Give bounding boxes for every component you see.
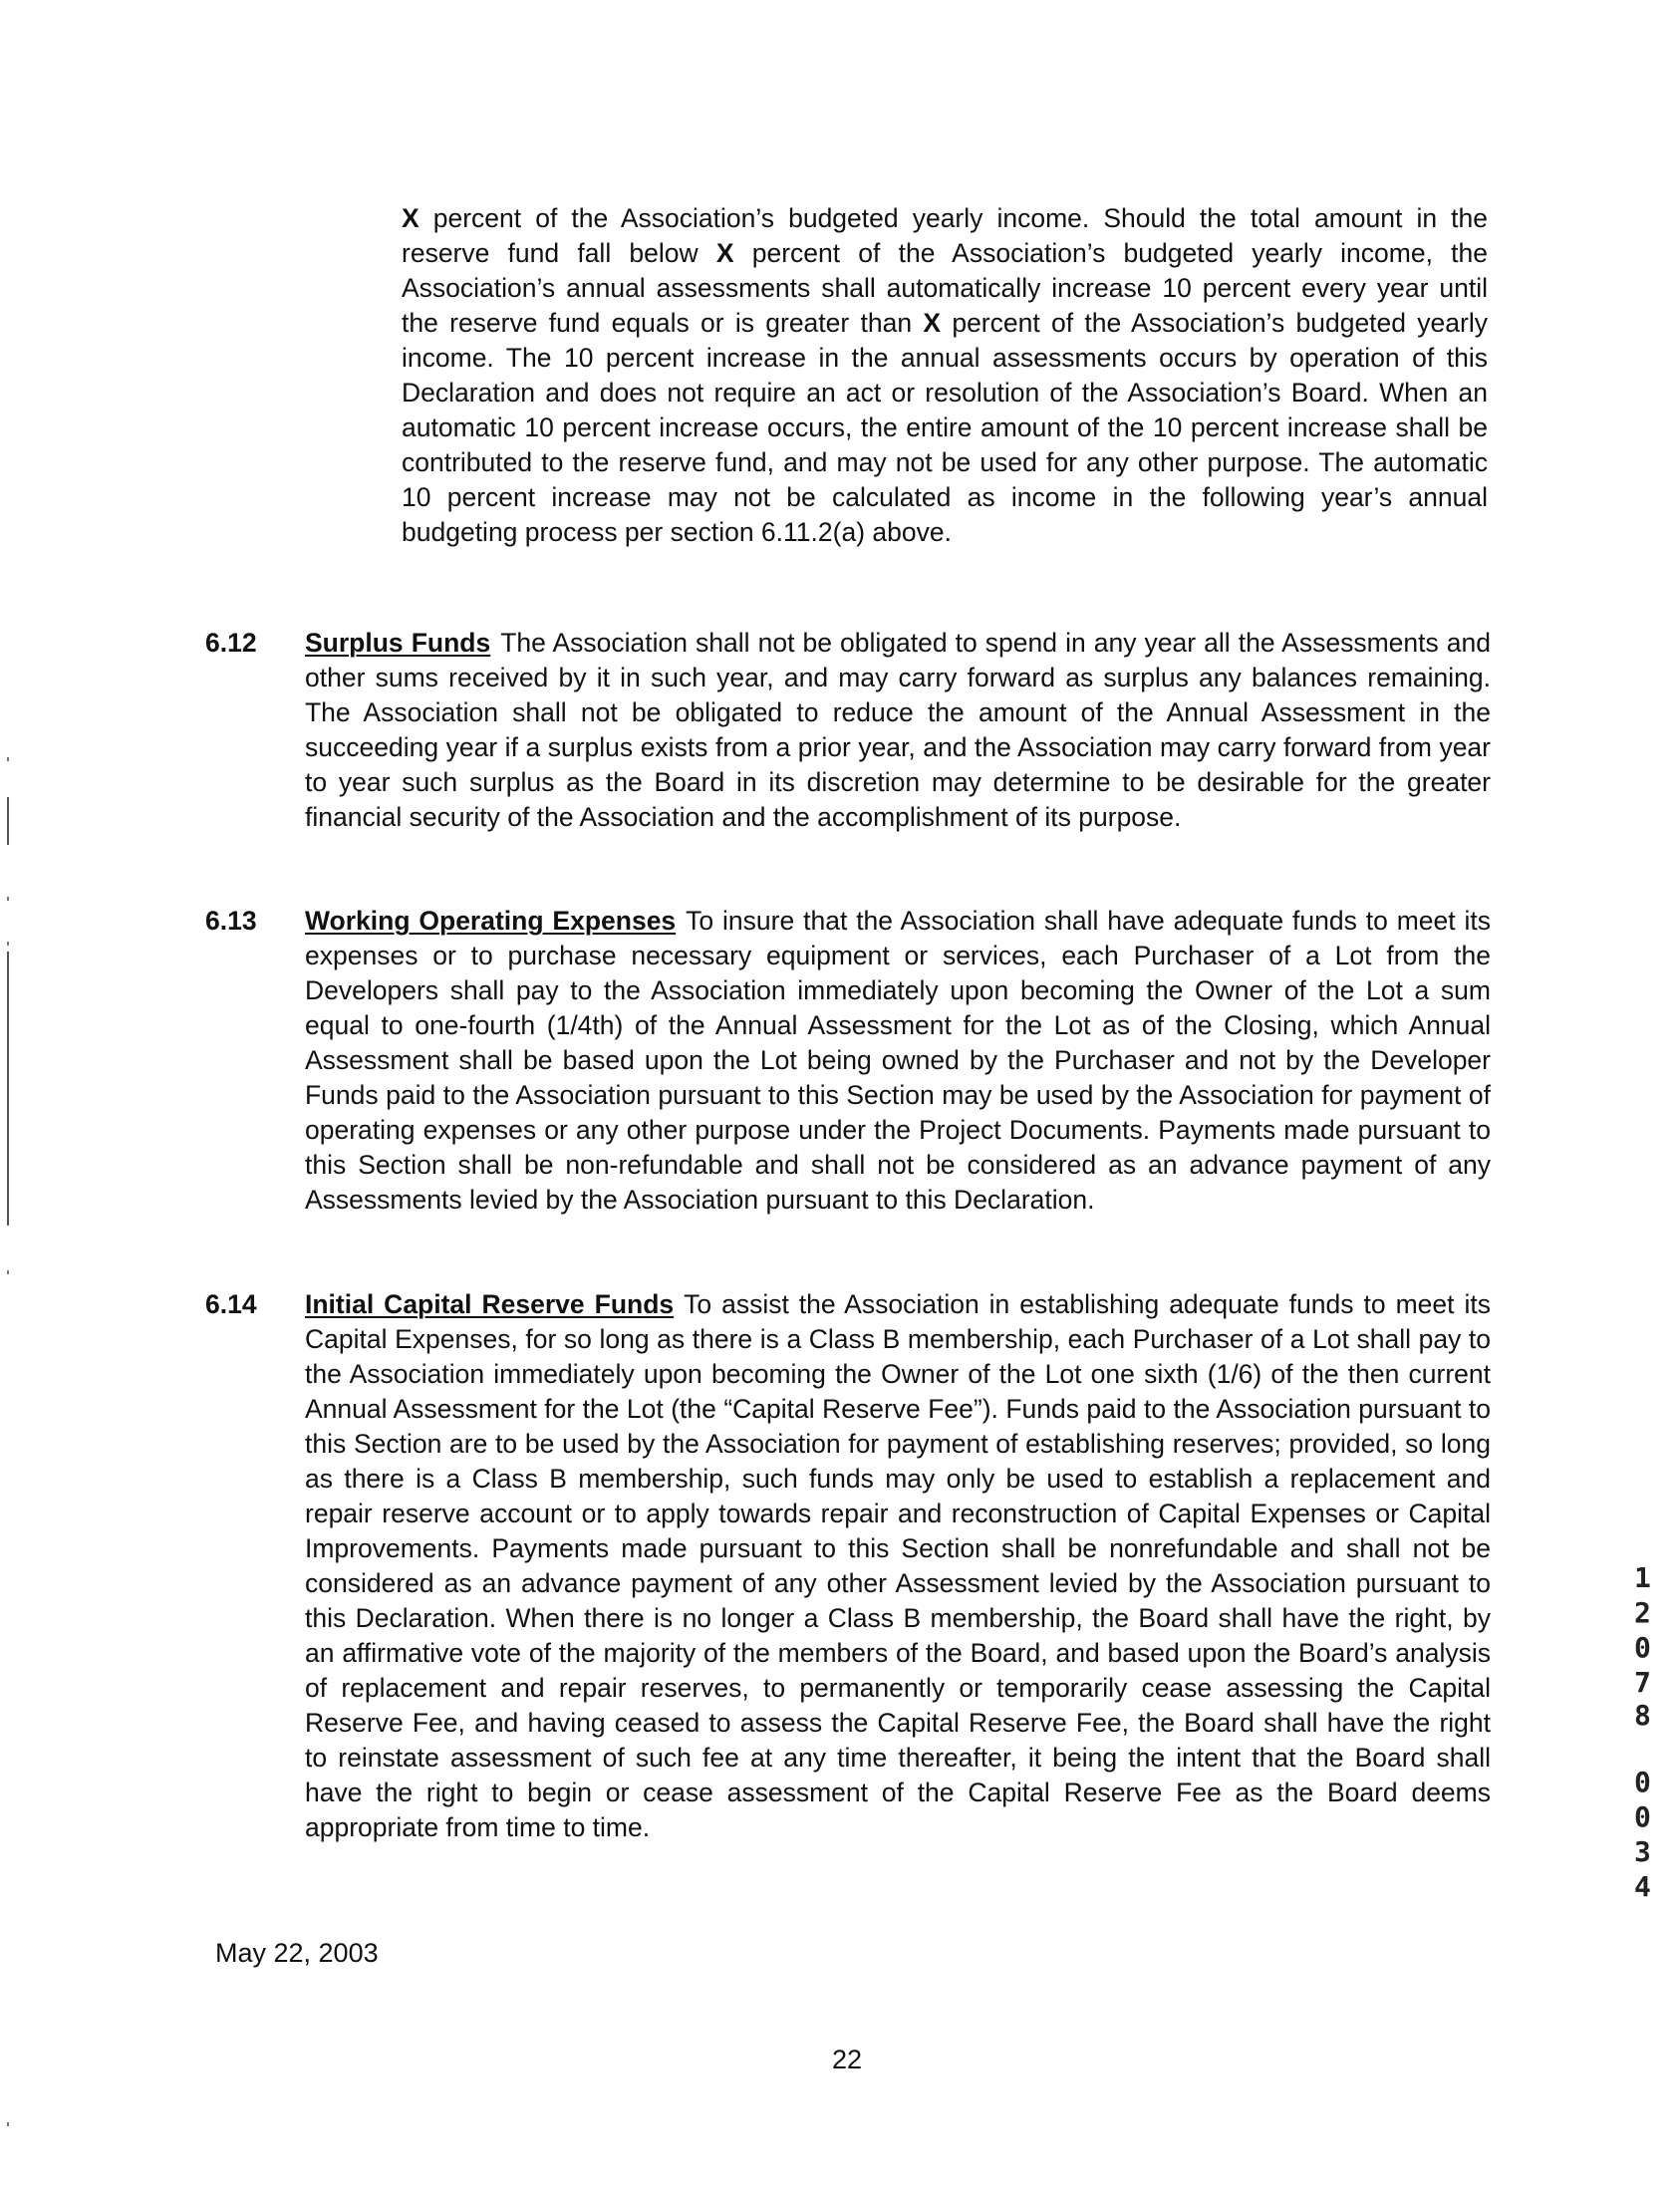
- scan-mark: [7, 2122, 9, 2126]
- x-placeholder: X: [715, 238, 734, 268]
- scan-mark: [7, 897, 9, 901]
- section-number: 6.12: [205, 628, 257, 658]
- stamp-digit: 3: [1634, 1835, 1651, 1868]
- section-title: Surplus Funds: [305, 628, 491, 658]
- stamp-digit: 8: [1634, 1699, 1651, 1732]
- intro-paragraph: [402, 201, 1488, 550]
- scan-mark: [7, 942, 9, 946]
- page-number: 22: [831, 2045, 863, 2074]
- section-paragraph-working-operating-expenses: [305, 904, 1491, 1218]
- section-body: The Association shall not be obligated to spend in any year all the Assessments and other sums received by it in such year, and may carry forward as surplus any balances remaining. The Association shall not be obligated to reduce the amount of the Annual Assessment in the succeeding year if a surplus exists from a prior year, and the Association may carry forward from year to year such surplus as the Board in its discretion may determine to be desirable for the greater financial security of the Association and the accomplishment of its purpose.: [305, 628, 1492, 832]
- stamp-digit: 4: [1634, 1870, 1651, 1903]
- stamp-digit: 0: [1634, 1800, 1651, 1833]
- footer-date: May 22, 2003: [215, 1938, 379, 1968]
- scan-mark: [7, 797, 9, 845]
- stamp-digit: 1: [1634, 1561, 1651, 1594]
- stamp-digit: 0: [1634, 1631, 1651, 1664]
- section-title: Working Operating Expenses: [305, 906, 677, 936]
- scan-mark: [7, 757, 9, 761]
- stamp-digit: 0: [1634, 1766, 1651, 1798]
- intro-text-part: percent of the Association’s budgeted yearly income. Should the total amount in the reserve fund fall below: [402, 203, 1488, 268]
- x-placeholder: X: [923, 308, 942, 338]
- section-number: 6.14: [205, 1289, 257, 1319]
- section-title: Initial Capital Reserve Funds: [305, 1289, 675, 1319]
- scan-mark: [7, 1270, 9, 1274]
- section-number: 6.13: [205, 906, 257, 936]
- x-placeholder: X: [402, 203, 420, 233]
- intro-text-part: percent of the Association’s budgeted yearly income. The 10 percent increase in the annual assessments occurs by operation of this Declaration and does not require an act or resolution of the Association’s Board. When an automatic 10 percent increase occurs, the entire amount of the 10 percent increase shall be contributed to the reserve fund, and may not be used for any other purpose. The automatic 10 percent increase may not be calculated as income in the following year’s annual budgeting process per section 6.11.2(a) above.: [402, 308, 1488, 547]
- section-body: To insure that the Association shall have adequate funds to meet its expenses or to purchase necessary equipment or services, each Purchaser of a Lot from the Developers shall pay to the Association immediately upon becoming the Owner of the Lot a sum equal to one-fourth (1/4th) of the Annual Assessment for the Lot as of the Closing, which Annual Assessment shall be based upon the Lot being owned by the Purchaser and not by the Developer Funds paid to the Association pursuant to this Section may be used by the Association for payment of operating expenses or any other purpose under the Project Documents. Payments made pursuant to this Section shall be non-refundable and shall not be considered as an advance payment of any Assessments levied by the Association pursuant to this Declaration.: [305, 906, 1491, 1215]
- stamp-digit: 2: [1634, 1596, 1651, 1629]
- scan-mark: [7, 952, 9, 1226]
- section-paragraph-initial-capital-reserve-funds: [305, 1287, 1491, 1845]
- section-paragraph-surplus-funds: [305, 626, 1491, 835]
- intro-text-part: percent of the Association’s budgeted yearly income, the Association’s annual assessments shall automatically increase 10 percent every year until the reserve fund equals or is greater than: [402, 238, 1488, 338]
- stamp-digit: 7: [1634, 1666, 1651, 1699]
- section-body: To assist the Association in establishing adequate funds to meet its Capital Expenses, for so long as there is a Class B membership, each Purchaser of a Lot shall pay to the Association immediately upon becoming the Owner of the Lot one sixth (1/6) of the then current Annual Assessment for the Lot (the “Capital Reserve Fee”). Funds paid to the Association pursuant to this Section are to be used by the Association for payment of establishing reserves; provided, so long as there is a Class B membership, such funds may only be used to establish a replacement and repair reserve account or to apply towards repair and reconstruction of Capital Expenses or Capital Improvements. Payments made pursuant to this Section shall be nonrefundable and shall not be considered as an advance payment of any other Assessment levied by the Association pursuant to this Declaration. When there is no longer a Class B membership, the Board shall have the right, by an affirmative vote of the majority of the members of the Board, and based upon the Board’s analysis of replacement and repair reserves, to permanently or temporarily cease assessing the Capital Reserve Fee, and having ceased to assess the Capital Reserve Fee, the Board shall have the right to reinstate assessment of such fee at any time thereafter, it being the intent that the Board shall have the right to begin or cease assessment of the Capital Reserve Fee as the Board deems appropriate from time to time.: [305, 1289, 1491, 1842]
